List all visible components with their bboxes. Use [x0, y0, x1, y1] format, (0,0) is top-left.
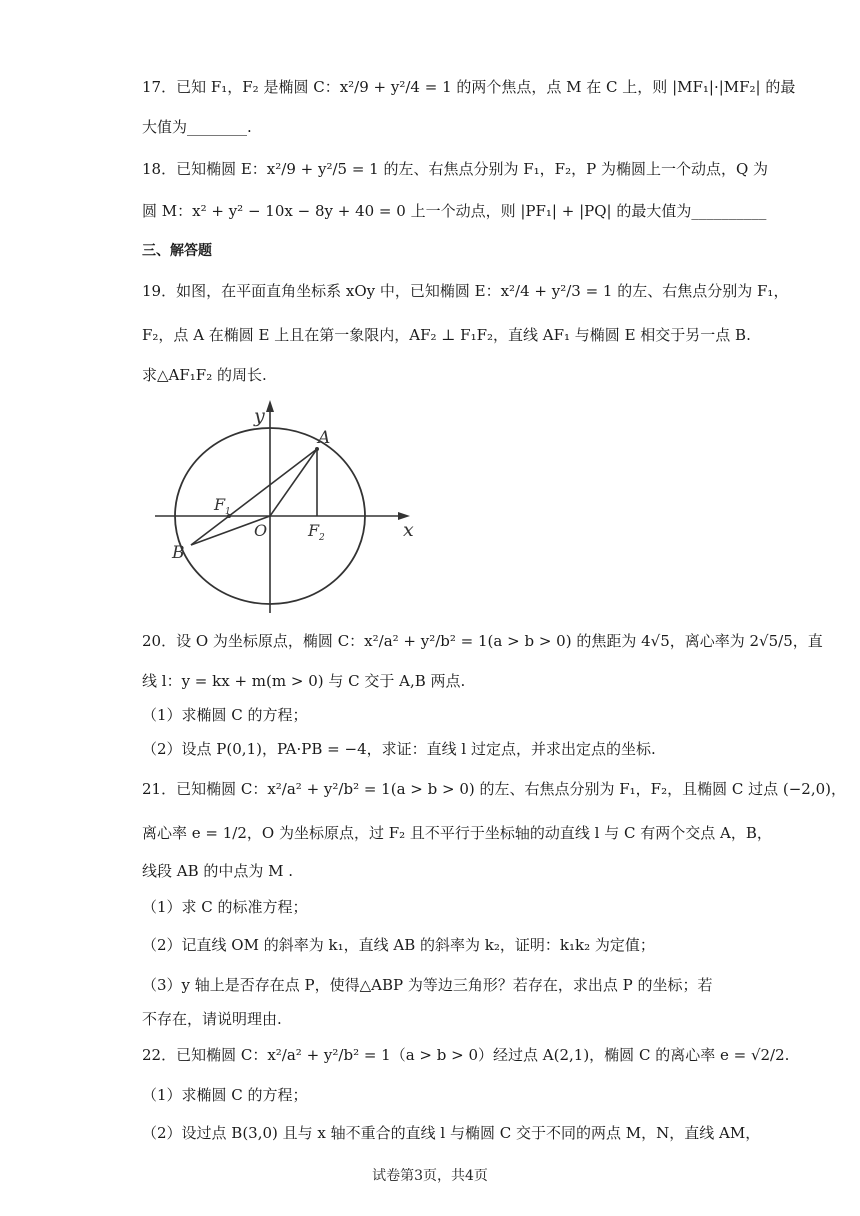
- problem-17-line-2: 大值为________.: [142, 118, 252, 136]
- label-F1: F: [214, 495, 226, 514]
- problem-21-line-7: 不存在，请说明理由.: [142, 1010, 282, 1028]
- label-y: y: [254, 405, 265, 427]
- label-F2-sub: 2: [319, 533, 325, 543]
- problem-19-line-2: F₂，点 A 在椭圆 E 上且在第一象限内，AF₂ ⊥ F₁F₂，直线 AF₁ 与椭圆 E 相交于另一点 B.: [142, 326, 751, 344]
- problem-17-line-1: 17．已知 F₁，F₂ 是椭圆 C：x²/9 + y²/4 = 1 的两个焦点，点 M 在 C 上，则 |MF₁|·|MF₂| 的最: [142, 78, 796, 96]
- label-O: O: [254, 521, 268, 540]
- ellipse-figure: [150, 398, 440, 618]
- label-F2: F: [308, 521, 320, 540]
- problem-20-line-2: 线 l：y = kx + m(m > 0) 与 C 交于 A,B 两点.: [142, 672, 466, 690]
- problem-20-line-3: （1）求椭圆 C 的方程；: [142, 706, 308, 724]
- problem-18-line-2: 圆 M：x² + y² − 10x − 8y + 40 = 0 上一个动点，则 |PF₁| + |PQ| 的最大值为__________: [142, 202, 767, 220]
- problem-22-line-3: （2）设过点 B(3,0) 且与 x 轴不重合的直线 l 与椭圆 C 交于不同的两点 M，N，直线 AM，: [142, 1124, 761, 1142]
- problem-20-line-4: （2）设点 P(0,1)，PA·PB = −4，求证：直线 l 过定点，并求出定点的坐标.: [142, 740, 656, 758]
- problem-20-line-1: 20．设 O 为坐标原点，椭圆 C：x²/a² + y²/b² = 1(a > b > 0) 的焦距为 4√5，离心率为 2√5/5，直: [142, 632, 823, 650]
- problem-21-line-4: （1）求 C 的标准方程；: [142, 898, 308, 916]
- label-x: x: [403, 519, 414, 541]
- problem-21-line-6: （3）y 轴上是否存在点 P，使得△ABP 为等边三角形？若存在，求出点 P 的坐标；若: [142, 976, 713, 994]
- problem-18-line-1: 18．已知椭圆 E：x²/9 + y²/5 = 1 的左、右焦点分别为 F₁，F₂，P 为椭圆上一个动点，Q 为: [142, 160, 769, 178]
- problem-21-line-1: 21．已知椭圆 C：x²/a² + y²/b² = 1(a > b > 0) 的左、右焦点分别为 F₁，F₂，且椭圆 C 过点 (−2,0)，: [142, 780, 847, 798]
- problem-19-line-3: 求△AF₁F₂ 的周长.: [142, 366, 267, 384]
- problem-22-line-1: 22．已知椭圆 C：x²/a² + y²/b² = 1（a > b > 0）经过点 A(2,1)，椭圆 C 的离心率 e = √2/2.: [142, 1046, 790, 1064]
- problem-21-line-2: 离心率 e = 1/2，O 为坐标原点，过 F₂ 且不平行于坐标轴的动直线 l 与 C 有两个交点 A，B，: [142, 824, 772, 842]
- label-A: A: [318, 428, 331, 448]
- page-footer: 试卷第3页，共4页: [372, 1168, 488, 1184]
- problem-21-line-5: （2）记直线 OM 的斜率为 k₁，直线 AB 的斜率为 k₂，证明：k₁k₂ 为定值；: [142, 936, 655, 954]
- line-OA: [270, 449, 317, 516]
- y-axis-arrow: [266, 400, 274, 412]
- section-heading: 三、解答题: [142, 243, 212, 259]
- label-F1-sub: 1: [225, 507, 231, 517]
- problem-19-line-1: 19．如图，在平面直角坐标系 xOy 中，已知椭圆 E：x²/4 + y²/3 = 1 的左、右焦点分别为 F₁，: [142, 282, 789, 300]
- problem-21-line-3: 线段 AB 的中点为 M .: [142, 862, 294, 880]
- label-B: B: [172, 543, 185, 563]
- problem-22-line-2: （1）求椭圆 C 的方程；: [142, 1086, 308, 1104]
